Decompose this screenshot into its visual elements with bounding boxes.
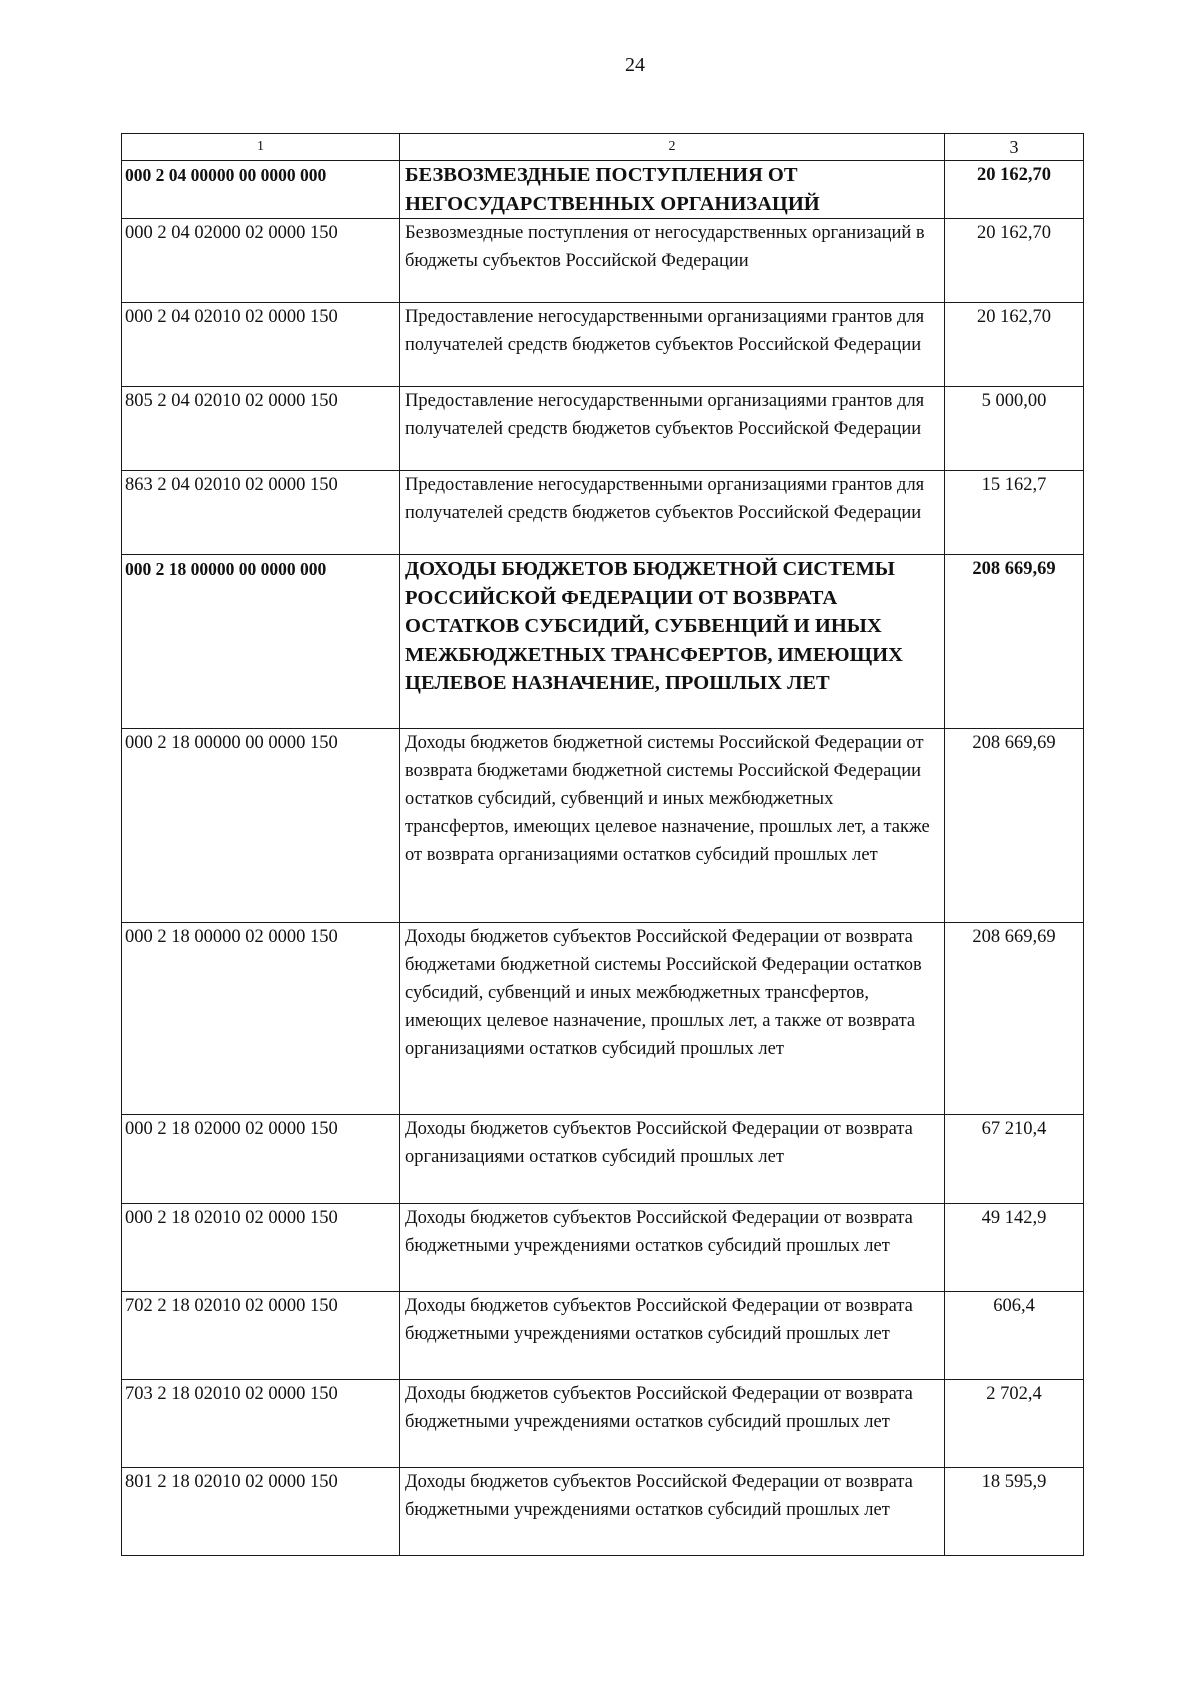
row-amount: 67 210,4 bbox=[945, 1115, 1084, 1204]
row-code: 863 2 04 02010 02 0000 150 bbox=[122, 471, 400, 555]
column-header-1: 1 bbox=[122, 134, 400, 161]
row-code: 000 2 18 02010 02 0000 150 bbox=[122, 1204, 400, 1292]
column-header-3: 3 bbox=[945, 134, 1084, 161]
row-name: Доходы бюджетов субъектов Российской Федерации от возврата бюджетными учреждениями остатков субсидий прошлых лет bbox=[400, 1204, 945, 1292]
table-row bbox=[122, 303, 1084, 387]
table-row bbox=[122, 471, 1084, 555]
row-name: Доходы бюджетов субъектов Российской Федерации от возврата бюджетами бюджетной системы Российской Федерации остатков субсидий, субвенций и иных межбюджетных трансфертов, имеющих целевое назначение, прошлых лет, а также от возврата организациями остатков субсидий прошлых лет bbox=[400, 923, 945, 1115]
table-row bbox=[122, 1204, 1084, 1292]
row-code: 801 2 18 02010 02 0000 150 bbox=[122, 1468, 400, 1556]
row-amount: 5 000,00 bbox=[945, 387, 1084, 471]
table-row bbox=[122, 387, 1084, 471]
row-name: Доходы бюджетов субъектов Российской Федерации от возврата бюджетными учреждениями остатков субсидий прошлых лет bbox=[400, 1380, 945, 1468]
row-code: 000 2 18 00000 02 0000 150 bbox=[122, 923, 400, 1115]
row-amount: 15 162,7 bbox=[945, 471, 1084, 555]
row-name: Доходы бюджетов субъектов Российской Федерации от возврата бюджетными учреждениями остатков субсидий прошлых лет bbox=[400, 1468, 945, 1556]
row-amount: 606,4 bbox=[945, 1292, 1084, 1380]
page-number: 24 bbox=[625, 54, 645, 76]
table-row bbox=[122, 729, 1084, 923]
table-header-row bbox=[122, 134, 1084, 161]
row-code: 000 2 04 02010 02 0000 150 bbox=[122, 303, 400, 387]
row-code: 000 2 18 00000 00 0000 000 bbox=[122, 555, 400, 729]
row-amount: 208 669,69 bbox=[945, 555, 1084, 729]
row-amount: 20 162,70 bbox=[945, 303, 1084, 387]
row-code: 000 2 18 02000 02 0000 150 bbox=[122, 1115, 400, 1204]
table-row bbox=[122, 555, 1084, 729]
row-amount: 20 162,70 bbox=[945, 161, 1084, 219]
row-amount: 2 702,4 bbox=[945, 1380, 1084, 1468]
column-header-2: 2 bbox=[400, 134, 945, 161]
table-row bbox=[122, 219, 1084, 303]
table-row bbox=[122, 1292, 1084, 1380]
table-row bbox=[122, 161, 1084, 219]
row-code: 000 2 18 00000 00 0000 150 bbox=[122, 729, 400, 923]
table-row bbox=[122, 1115, 1084, 1204]
row-name: Доходы бюджетов субъектов Российской Федерации от возврата бюджетными учреждениями остатков субсидий прошлых лет bbox=[400, 1292, 945, 1380]
row-name: Доходы бюджетов субъектов Российской Федерации от возврата организациями остатков субсидий прошлых лет bbox=[400, 1115, 945, 1204]
row-name: Предоставление негосударственными организациями грантов для получателей средств бюджетов субъектов Российской Федерации bbox=[400, 387, 945, 471]
row-name: Предоставление негосударственными организациями грантов для получателей средств бюджетов субъектов Российской Федерации bbox=[400, 303, 945, 387]
row-amount: 208 669,69 bbox=[945, 729, 1084, 923]
row-name: Предоставление негосударственными организациями грантов для получателей средств бюджетов субъектов Российской Федерации bbox=[400, 471, 945, 555]
row-name: Доходы бюджетов бюджетной системы Российской Федерации от возврата бюджетами бюджетной системы Российской Федерации остатков субсидий, субвенций и иных межбюджетных трансфертов, имеющих целевое назначение, прошлых лет, а также от возврата организациями остатков субсидий прошлых лет bbox=[400, 729, 945, 923]
row-name: Безвозмездные поступления от негосударственных организаций в бюджеты субъектов Российской Федерации bbox=[400, 219, 945, 303]
row-code: 703 2 18 02010 02 0000 150 bbox=[122, 1380, 400, 1468]
row-code: 805 2 04 02010 02 0000 150 bbox=[122, 387, 400, 471]
table-row bbox=[122, 1468, 1084, 1556]
table-row bbox=[122, 923, 1084, 1115]
row-code: 702 2 18 02010 02 0000 150 bbox=[122, 1292, 400, 1380]
table-row bbox=[122, 1380, 1084, 1468]
budget-revenue-table bbox=[121, 133, 1084, 1556]
row-amount: 20 162,70 bbox=[945, 219, 1084, 303]
row-code: 000 2 04 00000 00 0000 000 bbox=[122, 161, 400, 219]
row-name: БЕЗВОЗМЕЗДНЫЕ ПОСТУПЛЕНИЯ ОТ НЕГОСУДАРСТВЕННЫХ ОРГАНИЗАЦИЙ bbox=[400, 161, 945, 219]
row-amount: 208 669,69 bbox=[945, 923, 1084, 1115]
row-amount: 18 595,9 bbox=[945, 1468, 1084, 1556]
row-name: ДОХОДЫ БЮДЖЕТОВ БЮДЖЕТНОЙ СИСТЕМЫ РОССИЙСКОЙ ФЕДЕРАЦИИ ОТ ВОЗВРАТА ОСТАТКОВ СУБСИДИЙ, СУБВЕНЦИЙ И ИНЫХ МЕЖБЮДЖЕТНЫХ ТРАНСФЕРТОВ, ИМЕЮЩИХ ЦЕЛЕВОЕ НАЗНАЧЕНИЕ, ПРОШЛЫХ ЛЕТ bbox=[400, 555, 945, 729]
row-code: 000 2 04 02000 02 0000 150 bbox=[122, 219, 400, 303]
row-amount: 49 142,9 bbox=[945, 1204, 1084, 1292]
